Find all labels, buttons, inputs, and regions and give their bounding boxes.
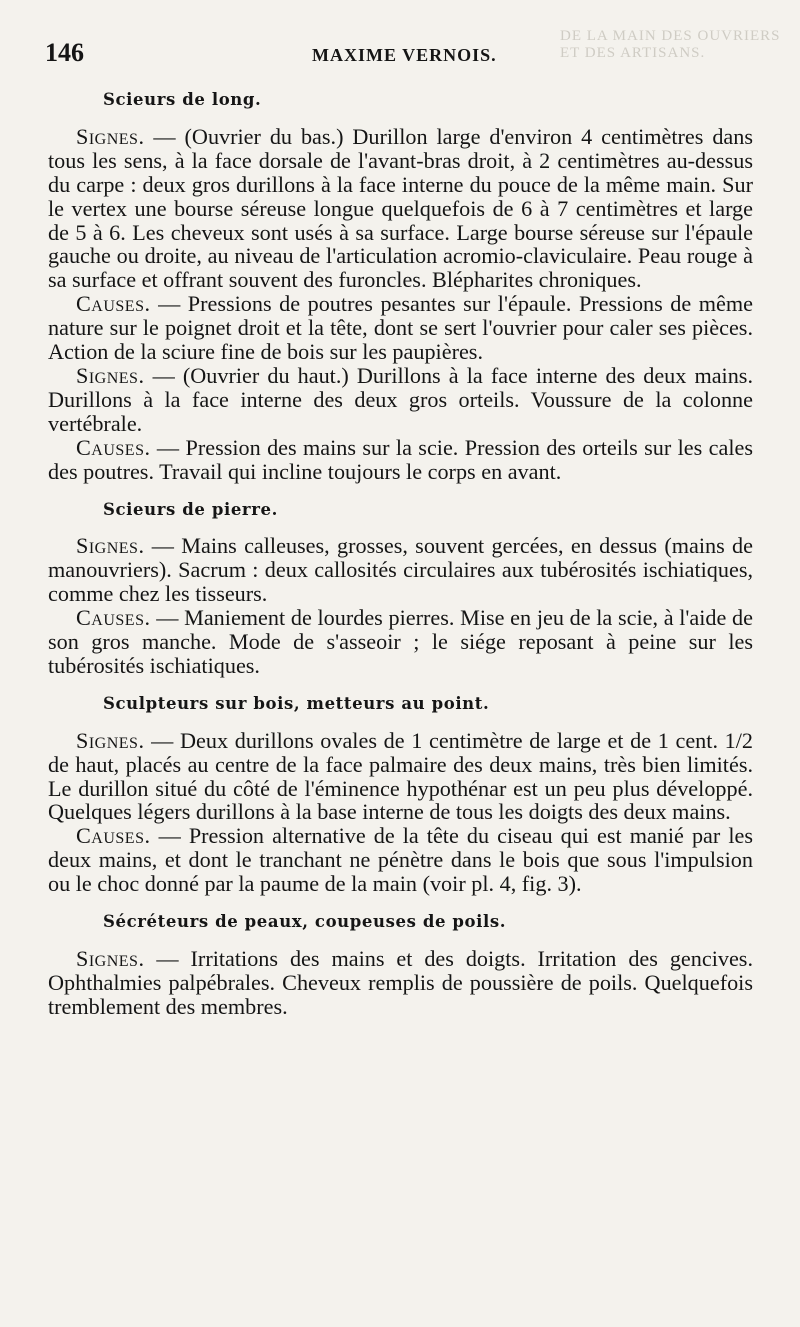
paragraph-text: — Deux durillons ovales de 1 centimètre de large et de 1 cent. 1/2 de haut, placés au centre de la face palmaire des deux mains, très bien limités. Le durillon situé du côté de l'éminence hypothénar est un peu plus développé. Quelques légers durillons à la base interne de tous les doigts des deux mains. xyxy=(48,727,753,825)
paragraph-label: Signes. xyxy=(76,123,145,149)
paragraph xyxy=(48,729,753,825)
section-gap xyxy=(48,484,753,494)
paragraph-label: Causes. xyxy=(76,605,151,631)
paragraph-label: Signes. xyxy=(76,533,145,559)
body-text xyxy=(48,84,753,1019)
paragraph xyxy=(48,534,753,606)
paragraph-label: Causes. xyxy=(76,434,151,460)
page-number: 146 xyxy=(45,38,84,67)
paragraph-text: — Pression alternative de la tête du ciseau qui est manié par les deux mains, et dont le tranchant ne pénètre dans le bois que sous l'impulsion ou le choc donné par la paume de la main (voir pl. 4, fig. 3). xyxy=(48,823,753,897)
section-title: Sécréteurs de peaux, coupeuses de poils. xyxy=(103,912,507,932)
paragraph xyxy=(48,947,753,1019)
paragraph-text: — Mains calleuses, grosses, souvent gercées, en dessus (mains de manouvriers). Sacrum : deux callosités circulaires aux tubérosités ischiatiques, comme chez les tisseurs. xyxy=(48,533,753,607)
running-head: MAXIME VERNOIS. xyxy=(312,45,497,65)
paragraph-text: — Pressions de poutres pesantes sur l'épaule. Pressions de même nature sur le poignet droit et la tête, dont se sert l'ouvrier pour caler ses pièces. Action de la sciure fine de bois sur les paupières. xyxy=(48,291,753,365)
paragraph-text: — Pression des mains sur la scie. Pression des orteils sur les cales des poutres. Travail qui incline toujours le corps en avant. xyxy=(48,434,753,484)
paragraph-label: Causes. xyxy=(76,291,151,317)
paragraph xyxy=(48,824,753,896)
paragraph xyxy=(48,292,753,364)
paragraph-label: Signes. xyxy=(76,362,145,388)
section-gap xyxy=(48,896,753,906)
paragraph-text: — Irritations des mains et des doigts. Irritation des gencives. Ophthalmies palpébrales. Cheveux remplis de poussière de poils. Quelquefois tremblement des membres. xyxy=(48,946,753,1019)
paragraph-text: — (Ouvrier du haut.) Durillons à la face interne des deux mains. Durillons à la face interne des deux gros orteils. Voussure de la colonne vertébrale. xyxy=(48,362,753,436)
running-header xyxy=(45,38,755,72)
paragraph-label: Signes. xyxy=(76,727,145,753)
section-title: Scieurs de long. xyxy=(103,90,262,109)
show-through-text: DE LA MAIN DES OUVRIERS ET DES ARTISANS. xyxy=(560,28,781,61)
paragraph xyxy=(48,125,753,292)
paragraph-label: Causes. xyxy=(76,823,151,849)
paragraph-text: — Maniement de lourdes pierres. Mise en jeu de la scie, à l'aide de son gros manche. Mode de s'asseoir ; le siége reposant à peine sur les tubérosités ischiatiques. xyxy=(48,605,753,678)
section-gap xyxy=(48,678,753,688)
paragraph-text: — (Ouvrier du bas.) Durillon large d'environ 4 centimètres dans tous les sens, à la face dorsale de l'avant-bras droit, à 2 centimètres au-dessus du carpe : deux gros durillons à la face interne du pouce de la même main. Sur le vertex une bourse séreuse longue quelquefois de 6 à 7 centimètres et large de 5 à 6. Les cheveux sont usés à sa surface. Large bourse séreuse sur l'épaule gauche ou droite, au niveau de l'articulation acromio-claviculaire. Peau rouge à sa surface et offrant souvent des furoncles. Blépharites chroniques. xyxy=(48,123,753,293)
section-title: Sculpteurs sur bois, metteurs au point. xyxy=(103,693,490,713)
paragraph-label: Signes. xyxy=(76,946,145,971)
paragraph xyxy=(48,606,753,678)
section-title: Scieurs de pierre. xyxy=(103,499,278,519)
paragraph xyxy=(48,436,753,484)
paragraph xyxy=(48,364,753,436)
